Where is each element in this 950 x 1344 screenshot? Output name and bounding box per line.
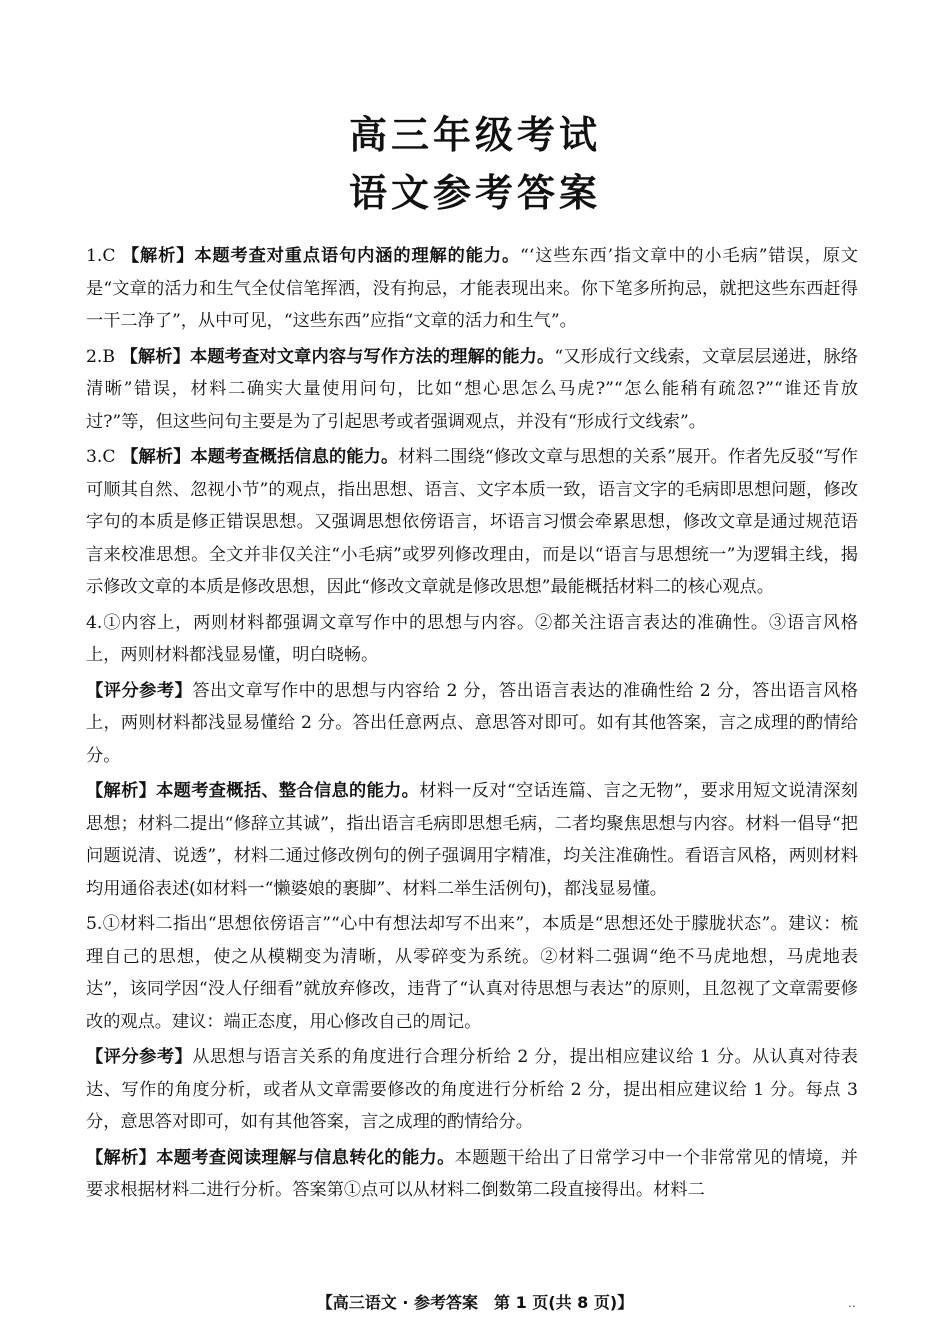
item-number: 5. <box>86 914 103 934</box>
answer-item-5 <box>86 908 858 1038</box>
scoring-text: 从思想与语言关系的角度进行合理分析给 2 分，提出相应建议给 1 分。从认真对待表达、写作的角度分析，或者从文章需要修改的角度进行分析给 2 分，提出相应建议给 1 分。每点 3 分，意思答对即可，如有其他答案，言之成理的酌情给分。 <box>86 1047 858 1132</box>
analysis-label: 【解析】本题考查概括信息的能力。 <box>121 447 399 467</box>
answer-text: ①材料二指出“思想依傍语言”“心中有想法却写不出来”，本质是“思想还处于朦胧状态”。建议：梳理自己的思想，使之从模糊变为清晰，从零碎变为系统。②材料二强调“绝不马虎地想，马虎地表达”，该同学因“没人仔细看”就放弃修改，违背了“认真对待思想与表达”的原则，且忽视了文章需要修改的观点。建议：端正态度，用心修改自己的周记。 <box>86 914 858 1032</box>
analysis-text: 本题题干给出了日常学习中一个非常常见的情境，并要求根据材料二进行分析。答案第①点可以从材料二倒数第二段直接得出。材料二 <box>86 1147 858 1200</box>
analysis-label: 【解析】本题考查概括、整合信息的能力。 <box>86 781 420 801</box>
item-number: 3. <box>86 447 103 467</box>
answer-item-4 <box>86 607 858 672</box>
analysis-text: “又形成行文线索，文章层层递进，脉络清晰”错误，材料二确实大量使用问句，比如“想心思怎么马虎?”“怎么能稍有疏忽?”“谁还肯放过?”等，但这些问句主要是为了引起思考或者强调观点，并没有“形成行文线索”。 <box>86 346 858 432</box>
item-number: 1. <box>86 246 103 266</box>
analysis-5 <box>86 1142 858 1207</box>
item-answer: B <box>102 346 116 367</box>
analysis-label: 【解析】本题考查对重点语句内涵的理解的能力。 <box>121 246 521 266</box>
analysis-4 <box>86 775 858 905</box>
analysis-text: “‘这些东西’指文章中的小毛病”错误，原文是“文章的活力和生气全仗信笔挥洒，没有拘忌，才能表现出来。你下笔多所拘忌，就把这些东西赶得一干二净了”，从中可见，“这些东西”应指“文章的活力和生气”。 <box>86 246 858 331</box>
analysis-label: 【解析】本题考查阅读理解与信息转化的能力。 <box>86 1147 455 1168</box>
answer-item-3 <box>86 441 858 604</box>
analysis-text: 材料一反对“空话连篇、言之无物”，要求用短文说清深刻思想；材料二提出“修辞立其诚”，指出语言毛病即思想毛病，二者均聚焦思想与内容。材料一倡导“把问题说清、说透”，材料二通过修改例句的例子强调用字精准，均关注准确性。看语言风格，两则材料均用通俗表述(如材料一“懒婆娘的裹脚”、材料二举生活例句)，都浅显易懂。 <box>86 781 858 899</box>
exam-title: 高三年级考试 <box>348 113 601 157</box>
analysis-text: 材料二围绕“修改文章与思想的关系”展开。作者先反驳“写作可顺其自然、忽视小节”的观点，指出思想、语言、文字本质一致，语言文字的毛病即思想问题，修改字句的本质是修正错误思想。又强调思想依傍语言，坏语言习惯会牵累思想，修改文章是通过规范语言来校准思想。全文并非仅关注“小毛病”或罗列修改理由，而是以“语言与思想统一”为逻辑主线，揭示修改文章的本质是修改思想，因此“修改文章就是修改思想”最能概括材料二的核心观点。 <box>86 447 858 597</box>
answer-item-1 <box>86 240 858 338</box>
scoring-text: 答出文章写作中的思想与内容给 2 分，答出语言表达的准确性给 2 分，答出语言风格上，两则材料都浅显易懂给 2 分。答出任意两点、意思答对即可。如有其他答案，言之成理的酌情给分。 <box>86 680 858 766</box>
scoring-reference-4 <box>86 675 858 773</box>
answer-item-2 <box>86 341 858 439</box>
answer-key-title: 语文参考答案 <box>348 171 601 215</box>
analysis-label: 【解析】本题考查对文章内容与写作方法的理解的能力。 <box>120 346 555 367</box>
item-number: 2. <box>86 346 103 367</box>
scoring-label: 【评分参考】 <box>86 680 193 701</box>
item-answer: C <box>102 246 116 266</box>
scoring-reference-5 <box>86 1041 858 1139</box>
scoring-label: 【评分参考】 <box>86 1047 193 1067</box>
answer-content <box>86 240 858 1210</box>
item-number: 4. <box>86 612 103 633</box>
footer-marks: .. <box>848 1296 856 1310</box>
answer-text: ①内容上，两则材料都强调文章写作中的思想与内容。②都关注语言表达的准确性。③语言风格上，两则材料都浅显易懂，明白晓畅。 <box>86 612 858 665</box>
page-footer: 【高三语文 · 参考答案 第 1 页(共 8 页)】 <box>316 1293 634 1312</box>
item-answer: C <box>102 447 116 467</box>
